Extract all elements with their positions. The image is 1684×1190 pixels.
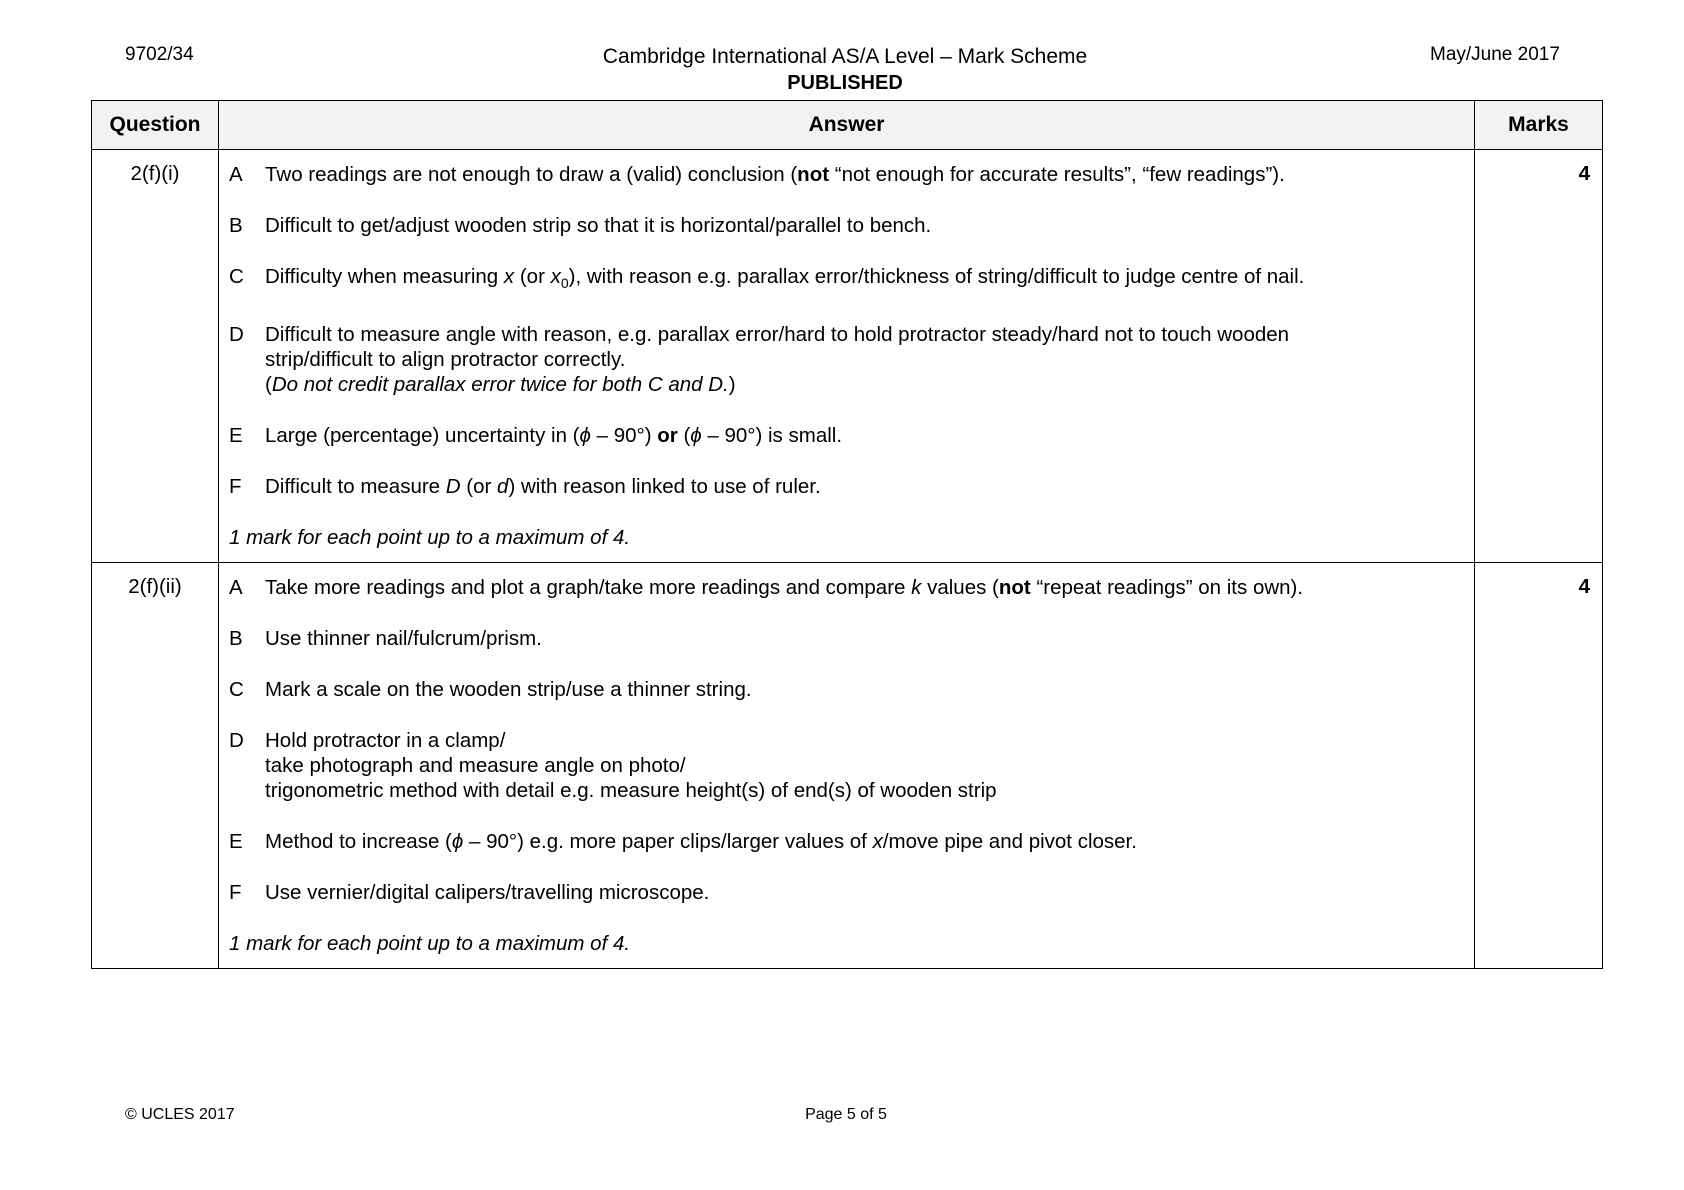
answer-column-header: Answer: [219, 101, 1475, 150]
answer-cell: [219, 150, 1475, 563]
point-letter: C: [229, 265, 244, 288]
marks-value: 4: [1475, 150, 1603, 563]
answer-point: [229, 474, 1464, 499]
point-letter: F: [229, 881, 242, 905]
marks-value: 4: [1475, 563, 1603, 969]
point-letter: E: [229, 830, 243, 854]
point-letter: B: [229, 214, 243, 237]
point-text: Hold protractor in a clamp/ take photograph and measure angle on photo/ trigonometric method with detail e.g. measure height(s) of end(s) of wooden strip: [265, 729, 997, 803]
answer-point: [229, 264, 1464, 296]
answer-point: [229, 829, 1464, 854]
point-letter: A: [229, 576, 243, 600]
answer-point: [229, 677, 1464, 702]
answer-point: [229, 322, 1464, 397]
answer-point: [229, 213, 1464, 238]
point-text: Difficult to measure angle with reason, e.g. parallax error/hard to hold protractor steady/hard not to touch wooden strip/difficult to align protractor correctly. (Do not credit parallax error twice for both C and D.): [265, 323, 1290, 397]
question-column-header: Question: [92, 101, 219, 150]
point-letter: D: [229, 729, 244, 753]
point-letter: B: [229, 627, 243, 651]
point-text: Use thinner nail/fulcrum/prism.: [265, 627, 542, 651]
answer-point: [229, 575, 1464, 600]
point-letter: C: [229, 678, 244, 702]
marking-note: 1 mark for each point up to a maximum of 4.: [229, 932, 631, 956]
table-row: [92, 563, 1603, 969]
answer-point: [229, 880, 1464, 905]
marking-note: 1 mark for each point up to a maximum of 4.: [229, 526, 631, 550]
point-text: Method to increase (ϕ – 90°) e.g. more paper clips/larger values of x/move pipe and pivot closer.: [265, 830, 1137, 854]
point-text: Use vernier/digital calipers/travelling microscope.: [265, 881, 710, 905]
table-header-row: [92, 101, 1603, 150]
point-text: Difficult to measure D (or d) with reason linked to use of ruler.: [265, 475, 821, 499]
table-row: [92, 150, 1603, 563]
point-text: Difficult to get/adjust wooden strip so that it is horizontal/parallel to bench.: [265, 214, 932, 237]
answer-point: [229, 423, 1464, 448]
point-letter: A: [229, 163, 243, 186]
page-number: Page 5 of 5: [805, 1106, 887, 1123]
question-number: 2(f)(i): [92, 150, 219, 563]
point-text: Two readings are not enough to draw a (valid) conclusion (not “not enough for accurate results”, “few readings”).: [265, 163, 1285, 186]
point-text: Large (percentage) uncertainty in (ϕ – 90°) or (ϕ – 90°) is small.: [265, 424, 843, 448]
answer-point: [229, 626, 1464, 651]
marks-column-header: Marks: [1475, 101, 1603, 150]
question-number: 2(f)(ii): [92, 563, 219, 969]
answer-point: [229, 162, 1464, 187]
document-code: 9702/34: [125, 44, 194, 65]
answer-cell: [219, 563, 1475, 969]
point-letter: D: [229, 323, 244, 347]
point-letter: F: [229, 475, 242, 499]
answer-point: [229, 728, 1464, 803]
document-title: Cambridge International AS/A Level – Mark Scheme: [602, 45, 1088, 68]
point-text: Mark a scale on the wooden strip/use a thinner string.: [265, 678, 752, 702]
mark-scheme-table: [91, 100, 1603, 969]
point-text: Difficulty when measuring x (or $x_0$), with reason e.g. parallax error/thickness of string/difficult to judge centre of nail.: [265, 265, 1305, 292]
point-letter: E: [229, 424, 243, 448]
point-text: Take more readings and plot a graph/take more readings and compare k values (not “repeat readings” on its own).: [265, 576, 1304, 600]
published-label: PUBLISHED: [787, 72, 903, 94]
exam-session: May/June 2017: [1430, 44, 1560, 65]
copyright-notice: © UCLES 2017: [125, 1106, 235, 1123]
